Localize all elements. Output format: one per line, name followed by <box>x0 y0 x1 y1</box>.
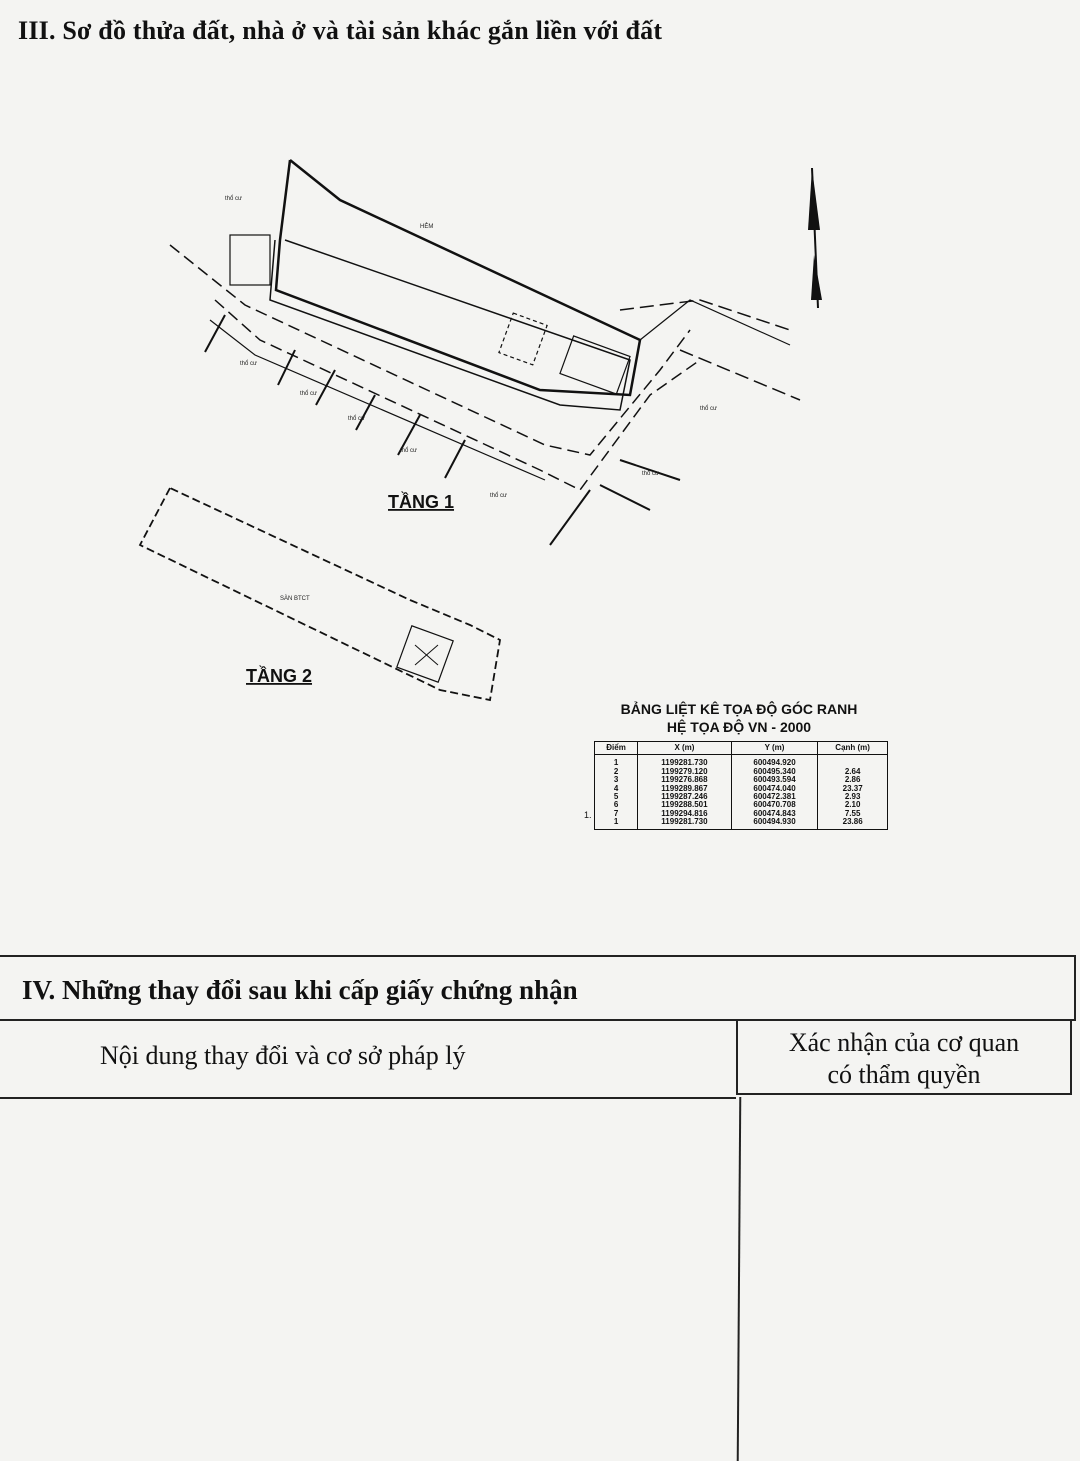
changes-content-label: Nội dung thay đổi và cơ sở pháp lý <box>100 1041 466 1070</box>
coord-title-line-2: HỆ TỌA ĐỘ VN - 2000 <box>666 719 812 735</box>
floor-2-outline <box>140 488 500 700</box>
floor-1-label: TẦNG 1 <box>388 492 455 512</box>
table-row: 7 1199294.816 600474.843 7.55 <box>595 810 888 818</box>
table-row: 3 1199276.868 600493.594 2.86 <box>595 776 888 784</box>
table-row: 6 1199288.501 600470.708 2.10 <box>595 801 888 809</box>
table-row: 1 1199281.730 600494.920 <box>595 755 888 768</box>
section-4-title: IV. Những thay đổi sau khi cấp giấy chứng nhận <box>22 975 578 1005</box>
svg-text:HẺM: HẺM <box>420 224 434 230</box>
table-row: 2 1199279.120 600495.340 2.64 <box>595 768 888 776</box>
coord-header-edge: Cạnh (m) <box>818 742 888 755</box>
floor-2-label: TẦNG 2 <box>246 666 313 686</box>
svg-text:thổ cư: thổ cư <box>348 416 366 422</box>
coord-title-line-1: BẢNG LIỆT KÊ TỌA ĐỘ GÓC RANH <box>620 701 858 717</box>
authority-label-line-2: có thẩm quyền <box>827 1060 981 1089</box>
changes-content-column-header <box>0 1019 736 1099</box>
svg-text:SÀN BTCT: SÀN BTCT <box>280 596 310 602</box>
table-row: 4 1199289.867 600474.040 23.37 <box>595 785 888 793</box>
coord-header-point: Điểm <box>595 742 638 755</box>
svg-text:thổ cư: thổ cư <box>700 406 718 412</box>
coord-side-mark: 1. <box>584 810 592 820</box>
svg-text:thổ cư: thổ cư <box>490 493 508 499</box>
section-3-title: III. Sơ đồ thửa đất, nhà ở và tài sản khác gắn liền với đất <box>18 16 663 45</box>
authority-confirmation-column-header <box>736 1019 1072 1095</box>
coordinate-table <box>594 741 888 830</box>
svg-text:thổ cư: thổ cư <box>300 391 318 397</box>
north-arrow-icon <box>808 168 822 308</box>
coord-header-x: X (m) <box>638 742 732 755</box>
coord-table-title <box>594 700 884 736</box>
table-row: 5 1199287.246 600472.381 2.93 <box>595 793 888 801</box>
svg-text:thổ cư: thổ cư <box>642 471 660 477</box>
table-row: 1 1199281.730 600494.930 23.86 <box>595 818 888 829</box>
section-4 <box>0 955 1080 1461</box>
authority-label-line-1: Xác nhận của cơ quan <box>788 1028 1020 1057</box>
coord-header-y: Y (m) <box>731 742 818 755</box>
parcel-boundary <box>276 160 640 395</box>
svg-text:thổ cư: thổ cư <box>225 196 243 202</box>
svg-text:thổ cư: thổ cư <box>240 361 258 367</box>
svg-text:thổ cư: thổ cư <box>400 448 418 454</box>
column-divider <box>737 1097 742 1461</box>
section-4-header <box>0 955 1076 1021</box>
